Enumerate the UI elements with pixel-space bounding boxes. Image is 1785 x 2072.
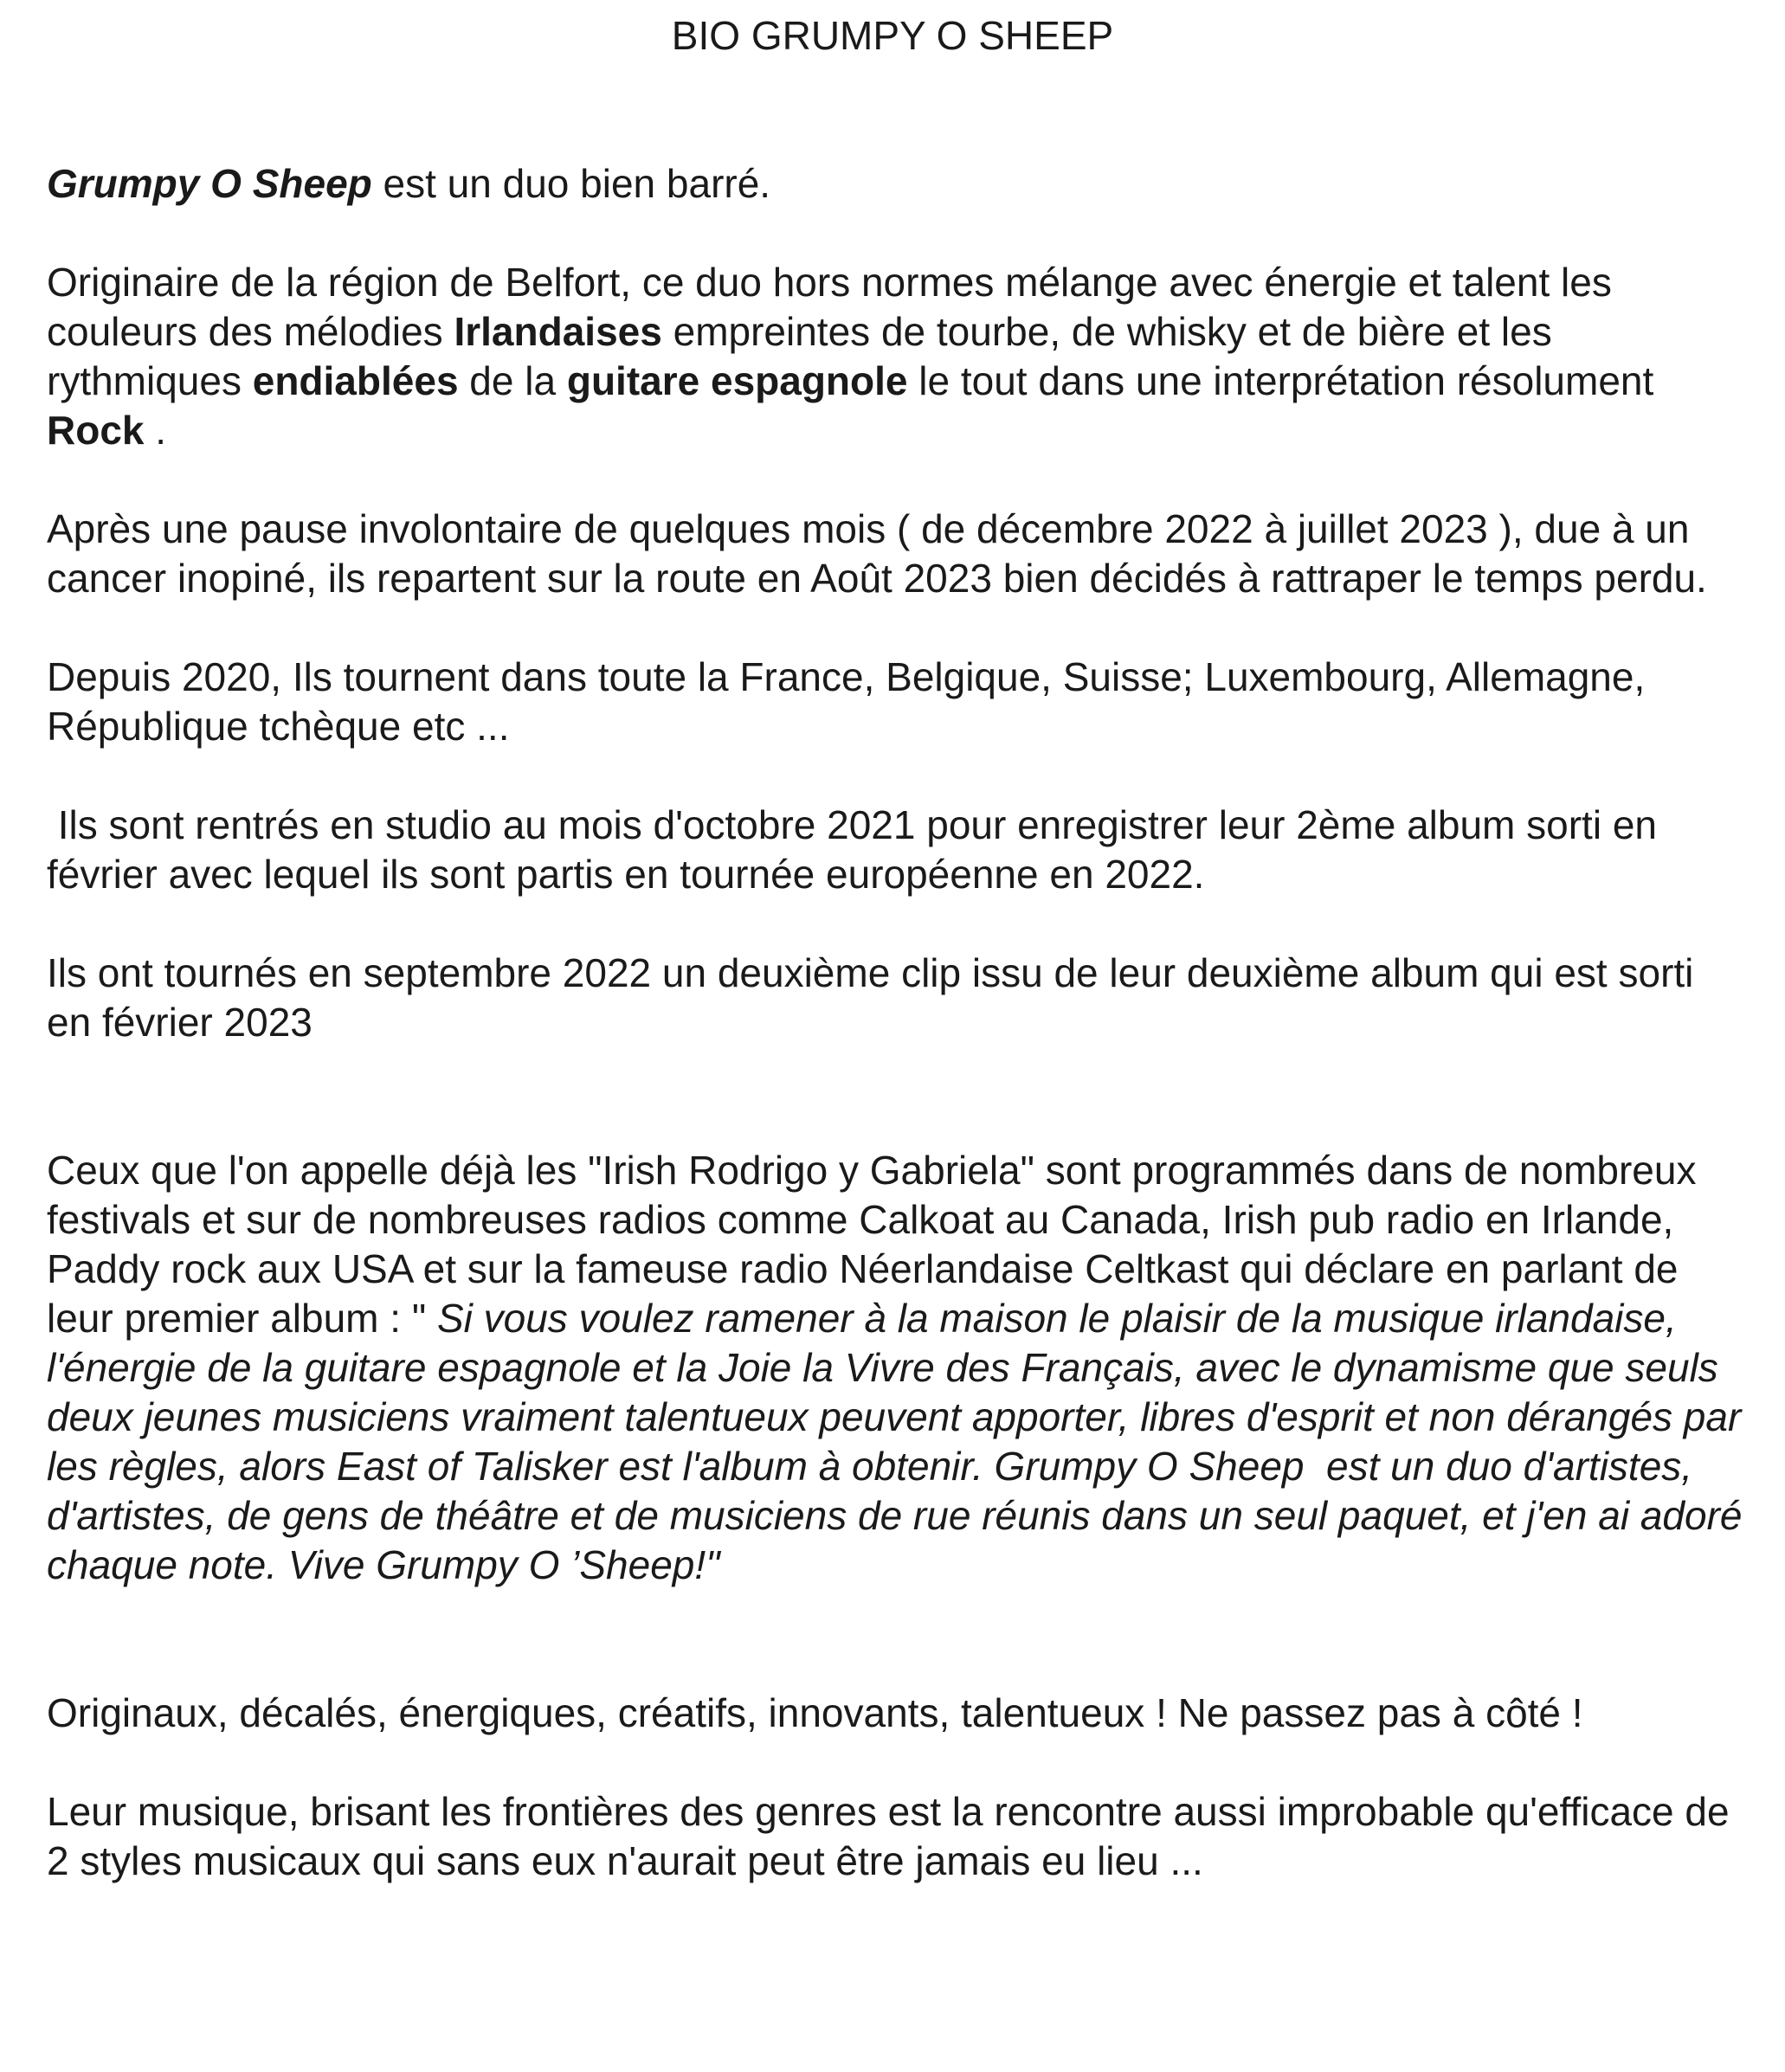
emphasis-text: Rock [47,408,145,453]
bio-body [47,159,1754,1886]
text-run: Depuis 2020, Ils tournent dans toute la France, Belgique, Suisse; Luxembourg, Allemagne, République tchèque etc ... [47,654,1657,749]
paragraph-tagline [47,1689,1743,1738]
paragraph-radio-quote [47,1146,1754,1590]
emphasis-text: Grumpy O Sheep [47,161,372,206]
text-run: de la [458,358,567,403]
paragraph-studio [47,801,1743,899]
text-run: Après une pause involontaire de quelques mois ( de décembre 2022 à juillet 2023 ), due à un cancer inopiné, ils repartent sur la route en Août 2023 bien décidés à rattraper le temps perdu. [47,506,1707,601]
paragraph-intro [47,159,1743,209]
text-run: Ils sont rentrés en studio au mois d'octobre 2021 pour enregistrer leur 2ème album sorti en février avec lequel ils sont partis en tournée européenne en 2022. [47,802,1668,897]
emphasis-text: endiablées [252,358,459,403]
text-run: Leur musique, brisant les frontières des genres est la rencontre aussi improbable qu'efficace de 2 styles musicaux qui sans eux n'aurait peut être jamais eu lieu ... [47,1789,1741,1883]
text-run: Originaux, décalés, énergiques, créatifs, innovants, talentueux ! Ne passez pas à côté ! [47,1690,1583,1735]
page-title: BIO GRUMPY O SHEEP [671,13,1114,58]
paragraph-origin [47,258,1743,455]
paragraph-tours [47,653,1743,751]
text-run: le tout dans une interprétation résolument [907,358,1666,403]
paragraph-clip [47,949,1743,1047]
text-run: . [144,408,167,453]
text-run: empreintes de tourbe, de whisky et de bière et les rythmiques [47,309,1563,403]
text-run: Originaire de la région de Belfort, ce duo hors normes mélange avec énergie et talent les couleurs des mélodies [47,260,1623,354]
text-run: est un duo bien barré. [371,161,771,206]
emphasis-text: guitare espagnole [566,358,908,403]
text-run: Ils ont tournés en septembre 2022 un deuxième clip issu de leur deuxième album qui est sorti en février 2023 [47,950,1705,1045]
text-run: Ceux que l'on appelle déjà les "Irish Rodrigo y Gabriela" sont programmés dans de nombreux festivals et sur de nombreuses radios comme Calkoat au Canada, Irish pub radio en Irlande, Paddy rock aux USA et sur la fameuse radio Néerlandaise Celtkast qui déclare en parlant de leur premier album : " [47,1148,1708,1341]
paragraph-pause [47,505,1743,603]
emphasis-text: Si vous voulez ramener à la maison le plaisir de la musique irlandaise, l'énergie de la guitare espagnole et la Joie la Vivre des Français, avec le dynamisme que seuls deux jeunes musiciens vraiment talentueux peuvent apporter, libres d'esprit et non dérangés par les règles, alors East of Talisker est l'album à obtenir. Grumpy O Sheep est un duo d'artistes, d'artistes, de gens de théâtre et de musiciens de rue réunis dans un seul paquet, et j'en ai adoré chaque note. Vive Grumpy O ’Sheep!" [47,1296,1754,1587]
emphasis-text: Irlandaises [454,309,662,354]
paragraph-music [47,1787,1743,1886]
